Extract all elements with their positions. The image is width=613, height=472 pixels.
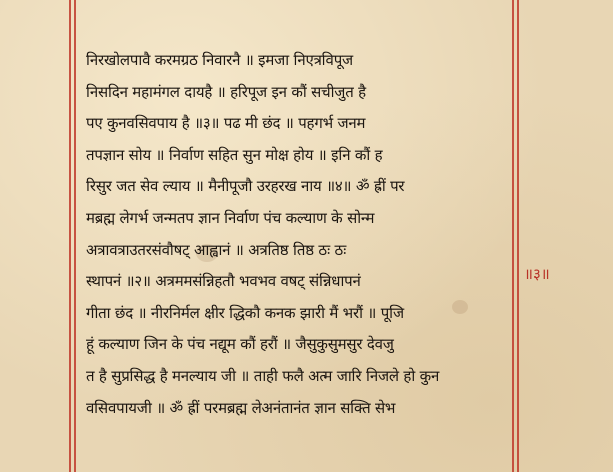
- manuscript-line: रिसुर जत सेव ल्याय ॥ मैनीपूजौ उरहरख नाय ॥४॥ ॐ ह्रीं पर: [86, 177, 405, 196]
- manuscript-line: पए कुनवसिवपाय है ॥३॥ पढ मी छंद ॥ पहगर्भ जनम: [86, 114, 366, 133]
- right-border-rule-outer: [517, 0, 519, 472]
- manuscript-line: तपज्ञान सोय ॥ निर्वाण सहित सुन मोक्ष होय ॥ इनि कौं ह: [86, 145, 383, 164]
- manuscript-line: निरखोलपावै करमग्रठ निवारनै ॥ इमजा निएत्रविपूज: [86, 51, 353, 69]
- left-border-rule-outer: [69, 0, 71, 472]
- manuscript-line: त है सुप्रसिद्ध है मनल्याय जी ॥ ताही फलै अत्म जारि निजले हो कुन: [86, 366, 440, 385]
- manuscript-line: हूं कल्याण जिन के पंच नद्यूम कौं हरौं ॥ जैसुकुसुमसुर देवजु: [86, 335, 394, 354]
- left-border-rule-inner: [74, 0, 76, 472]
- manuscript-text-block: [86, 45, 514, 424]
- manuscript-line: स्थापनं ॥२॥ अत्रममसंन्निहतौ भवभव वषट् संन्निधापनं: [86, 272, 361, 291]
- manuscript-line: वसिवपायजी ॥ ॐ ह्रीं परमब्रह्म लेअनंतानंत ज्ञान सक्ति सेभ: [86, 398, 396, 417]
- manuscript-line: मब्रह्म लेगर्भ जन्मतप ज्ञान निर्वाण पंच कल्याण के सोन्म: [86, 208, 375, 227]
- manuscript-line: अत्रावत्राउतरसंवौषट् आह्वानं ॥ अत्रतिष्ठ तिष्ठ ठः ठः: [86, 240, 347, 259]
- margin-verse-number: ॥३॥: [524, 265, 550, 283]
- manuscript-line: गीता छंद ॥ नीरनिर्मल क्षीर द्धिकौ कनक झारी मैं भरौं ॥ पूजि: [86, 303, 404, 322]
- manuscript-line: निसदिन महामंगल दायहै ॥ हरिपूज इन कौं सचीजुत है: [86, 82, 366, 101]
